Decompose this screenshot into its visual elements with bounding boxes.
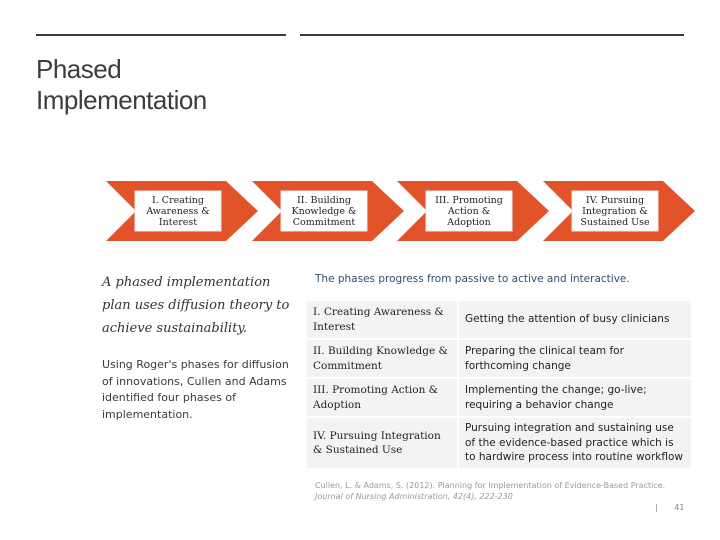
table-row	[307, 301, 691, 338]
intro-body-text: Using Roger's phases for diffusion of innovations, Cullen and Adams identified four phases of implementation.	[102, 358, 289, 421]
table-row	[307, 418, 691, 468]
header-rule-left	[36, 34, 286, 36]
slide-title	[36, 54, 296, 116]
phases-table	[307, 299, 691, 470]
page-number: 41	[674, 503, 685, 512]
citation-journal: Journal of Nursing Administration, 42(4), 222-230	[315, 492, 513, 501]
footer-separator: |	[655, 503, 658, 512]
phase-name-cell: III. Promoting Action & Adoption	[307, 379, 457, 416]
phase-step-1	[106, 181, 258, 241]
phase-step-4	[543, 181, 695, 241]
slide-footer	[655, 503, 684, 512]
phase-description-cell: Getting the attention of busy clinicians	[457, 301, 691, 338]
phase-step-label: III. Promoting Action & Adoption	[435, 194, 503, 228]
title-line-1: Phased	[36, 54, 122, 84]
citation	[315, 480, 685, 502]
header-rule-right	[300, 34, 684, 36]
phase-step-label: II. Building Knowledge & Commitment	[291, 194, 357, 228]
phase-description-cell: Implementing the change; go-live; requiring a behavior change	[457, 379, 691, 416]
phase-description-cell: Preparing the clinical team for forthcoming change	[457, 340, 691, 377]
title-line-2: Implementation	[36, 85, 207, 115]
citation-reference: Cullen, L. & Adams, S. (2012). Planning for Implementation of Evidence-Based Practice.	[315, 481, 666, 490]
phase-description-cell: Pursuing integration and sustaining use of the evidence-based practice which is to hardwire process into routine workflow	[457, 418, 691, 468]
phase-step-label: IV. Pursuing Integration & Sustained Use	[580, 194, 650, 228]
table-row	[307, 379, 691, 416]
table-caption: The phases progress from passive to active and interactive.	[315, 273, 630, 285]
table-row	[307, 340, 691, 377]
phase-step-2	[252, 181, 404, 241]
phase-step-3	[397, 181, 549, 241]
intro-statement: A phased implementation plan uses diffusion theory to achieve sustainability.	[102, 275, 290, 336]
phase-name-cell: II. Building Knowledge & Commitment	[307, 340, 457, 377]
phase-name-cell: I. Creating Awareness & Interest	[307, 301, 457, 338]
phase-name-cell: IV. Pursuing Integration & Sustained Use	[307, 418, 457, 468]
phase-step-label: I. Creating Awareness & Interest	[146, 194, 210, 228]
